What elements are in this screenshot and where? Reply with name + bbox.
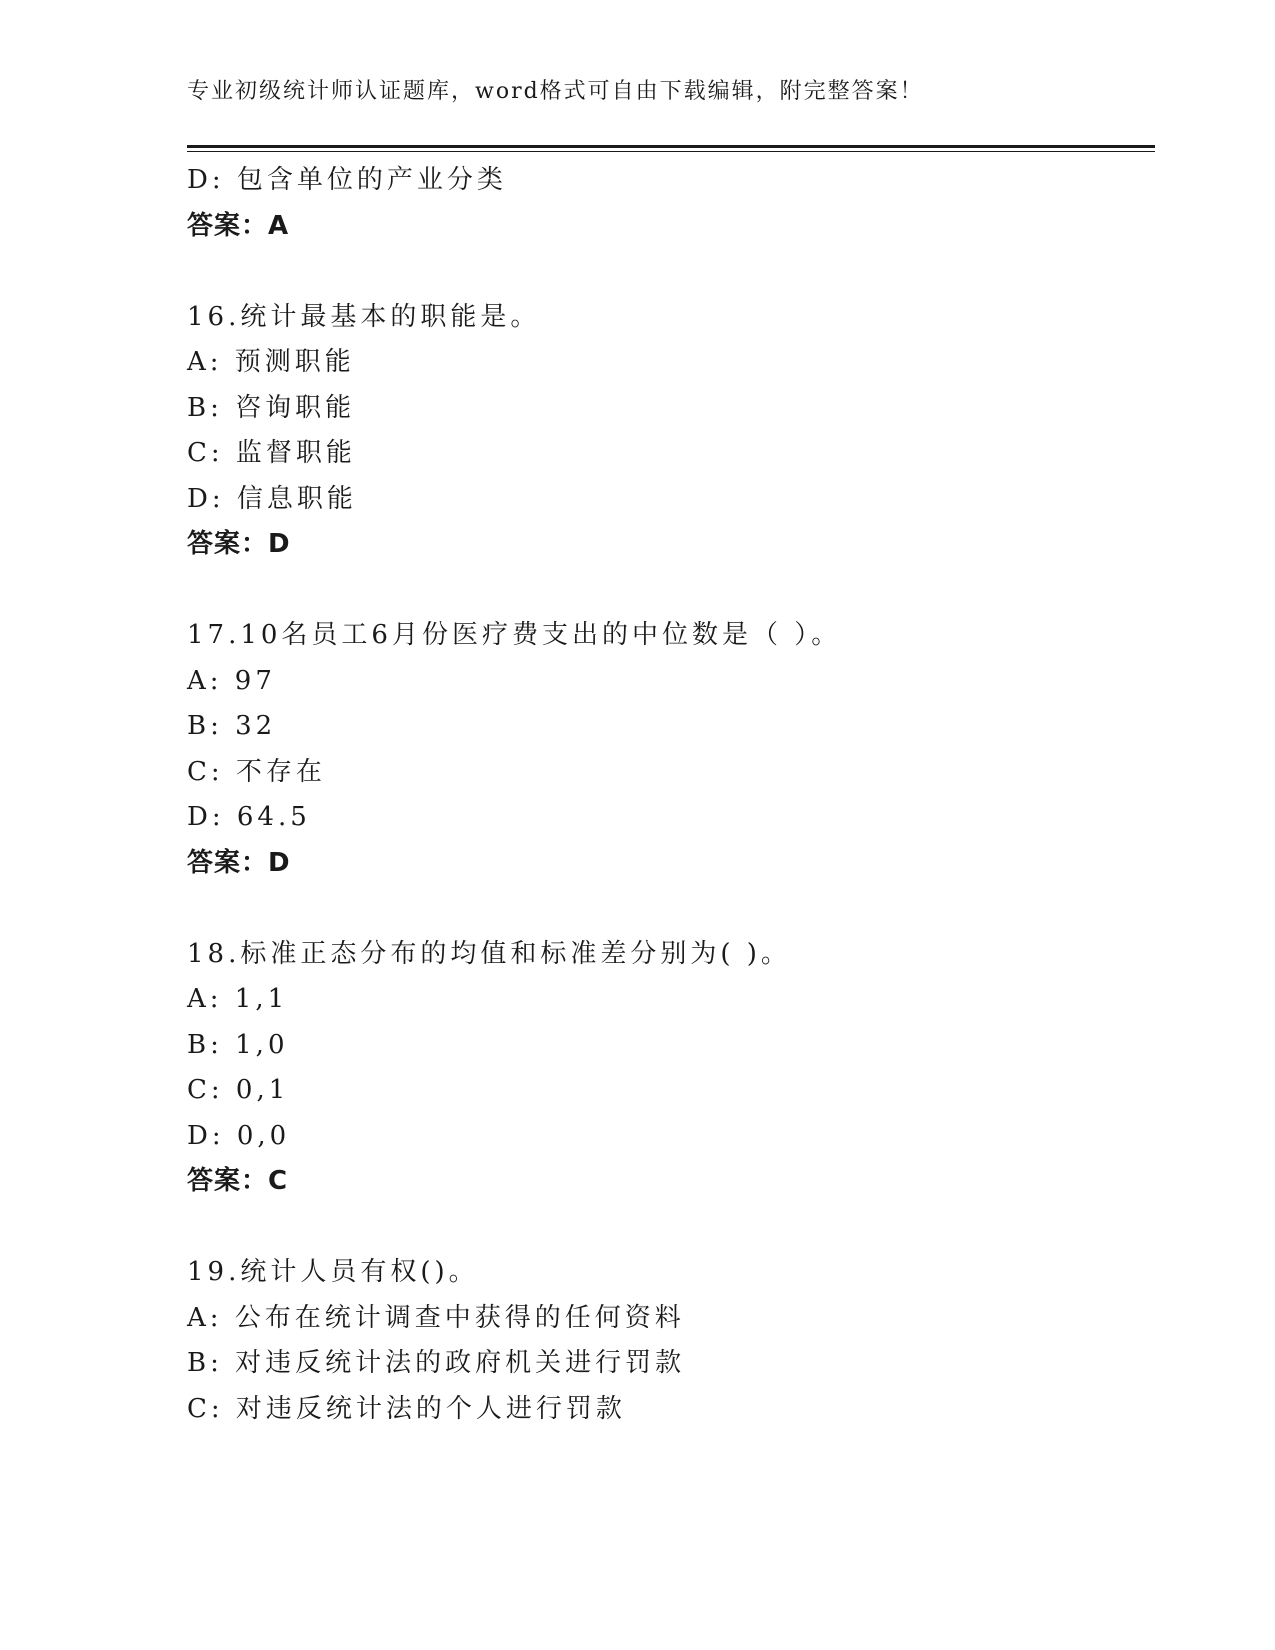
question-block (187, 613, 1155, 886)
header-rule-thin (187, 151, 1155, 152)
page-header: 专业初级统计师认证题库，word格式可自由下载编辑，附完整答案！ (187, 79, 924, 104)
question-block (187, 295, 1155, 568)
option-line: B: 对违反统计法的政府机关进行罚款 (187, 1348, 686, 1378)
answer-line: 答案：C (187, 1166, 289, 1196)
option-line: D: 包含单位的产业分类 (187, 165, 507, 195)
answer-line: 答案：A (187, 210, 290, 241)
option-line: A: 公布在统计调查中获得的任何资料 (187, 1302, 685, 1333)
header-rule-thick (187, 145, 1155, 148)
option-line: A: 97 (187, 665, 276, 696)
option-line: B: 咨询职能 (187, 392, 356, 423)
answer-line: 答案：D (187, 847, 291, 878)
spacer (187, 249, 1155, 295)
question-block (187, 932, 1155, 1205)
option-line: D: 64.5 (187, 802, 311, 832)
option-line: B: 1,0 (187, 1029, 289, 1060)
option-line: D: 0,0 (187, 1120, 291, 1151)
spacer (187, 886, 1155, 932)
option-line: A: 预测职能 (187, 347, 355, 377)
question-stem: 19.统计人员有权()。 (187, 1257, 479, 1287)
answer-line: 答案：D (187, 529, 291, 559)
spacer (187, 1205, 1155, 1251)
option-line: C: 监督职能 (187, 438, 356, 468)
question-stem: 18.标准正态分布的均值和标准差分别为( )。 (187, 938, 791, 969)
option-line: A: 1,1 (187, 984, 289, 1014)
question-stem: 17.10名员工6月份医疗费支出的中位数是（ ）。 (187, 620, 842, 650)
option-line: B: 32 (187, 711, 277, 741)
question-content (187, 158, 1155, 1432)
option-line: C: 对违反统计法的个人进行罚款 (187, 1393, 626, 1424)
spacer (187, 568, 1155, 614)
option-line: C: 不存在 (187, 756, 326, 787)
question-stem: 16.统计最基本的职能是。 (187, 301, 541, 332)
option-line: D: 信息职能 (187, 483, 357, 514)
option-line: C: 0,1 (187, 1075, 290, 1105)
question-block (187, 1250, 1155, 1432)
